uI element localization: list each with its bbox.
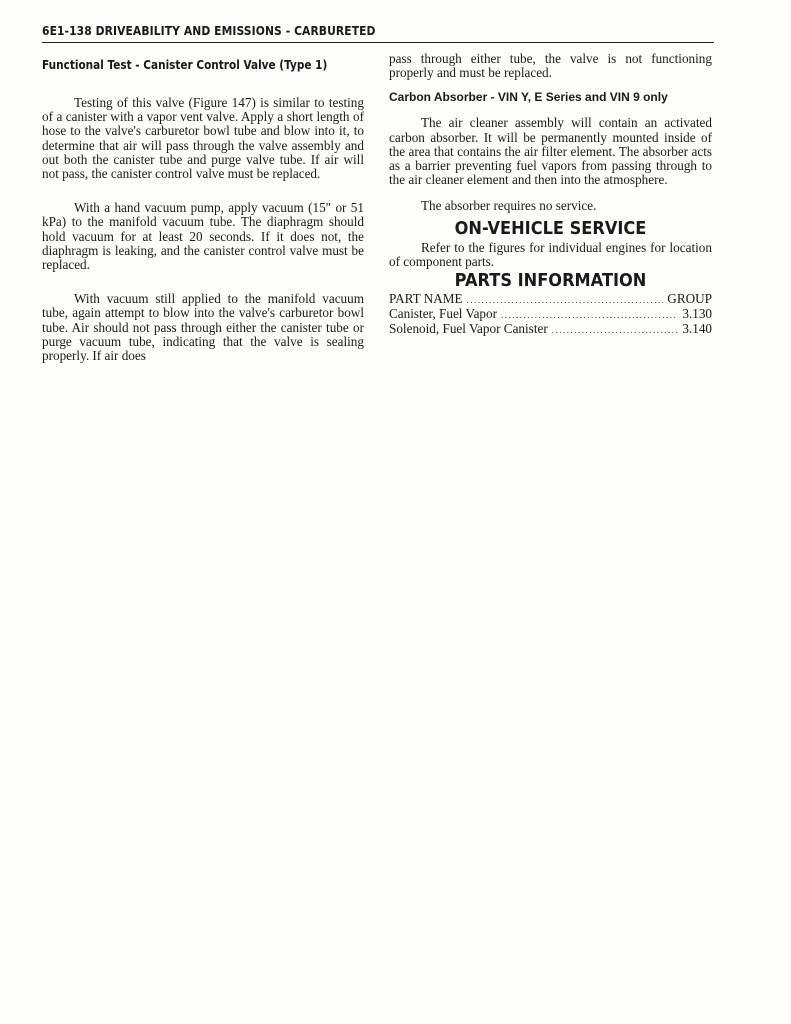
parts-table: [389, 292, 712, 338]
carbon-absorber-heading: Carbon Absorber - VIN Y, E Series and VIN 9 only: [389, 90, 668, 105]
parts-table-header: [389, 292, 712, 307]
table-row: [389, 307, 712, 322]
part-group: 3.140: [682, 321, 712, 337]
part-group: 3.130: [682, 306, 712, 322]
body-paragraph: Testing of this valve (Figure 147) is similar to testing of a canister with a vapor vent valve. Apply a short length of hose to the valve's carburetor bowl tube and blow into it, to determine that air will pass through the valve assembly and out both the canister tube and purge valve tube. If air will not pass, the canister control valve must be replaced.: [42, 95, 364, 182]
functional-test-heading: Functional Test - Canister Control Valve (Type 1): [42, 57, 328, 72]
part-name: Canister, Fuel Vapor: [389, 306, 498, 322]
page-header-title: 6E1-138 DRIVEABILITY AND EMISSIONS - CARBURETED: [42, 23, 376, 38]
part-name: Solenoid, Fuel Vapor Canister: [389, 321, 548, 337]
part-name-column-header: PART NAME: [389, 291, 463, 307]
leader-dots: [501, 308, 678, 322]
leader-dots: [467, 293, 664, 307]
right-column: [389, 52, 712, 338]
on-vehicle-service-heading: ON-VEHICLE SERVICE: [454, 217, 647, 239]
body-paragraph: With a hand vacuum pump, apply vacuum (15" or 51 kPa) to the manifold vacuum tube. The diaphragm should hold vacuum for at least 20 seconds. If it does not, the diaphragm is leaking, and the canister control valve must be replaced.: [42, 200, 364, 273]
leader-dots: [552, 323, 679, 337]
page-header: [42, 22, 714, 43]
body-paragraph: With vacuum still applied to the manifold vacuum tube, again attempt to blow into the valve's carburetor bowl tube. Air should not pass through either the canister tube or purge vacuum tube, indicating that the valve is sealing properly. If air does: [42, 291, 364, 364]
body-paragraph: Refer to the figures for individual engines for location of component parts.: [389, 239, 712, 269]
body-paragraph: The air cleaner assembly will contain an activated carbon absorber. It will be permanently mounted inside of the area that contains the air filter element. The absorber acts as a barrier preventing fuel vapors from passing through to the air cleaner element and then into the atmosphere.: [389, 115, 712, 188]
group-column-header: GROUP: [667, 291, 712, 307]
table-row: [389, 322, 712, 337]
continuation-paragraph: pass through either tube, the valve is not functioning properly and must be replaced.: [389, 51, 712, 81]
left-column: [42, 56, 364, 363]
parts-information-heading: PARTS INFORMATION: [454, 270, 647, 292]
body-paragraph: The absorber requires no service.: [421, 198, 597, 214]
